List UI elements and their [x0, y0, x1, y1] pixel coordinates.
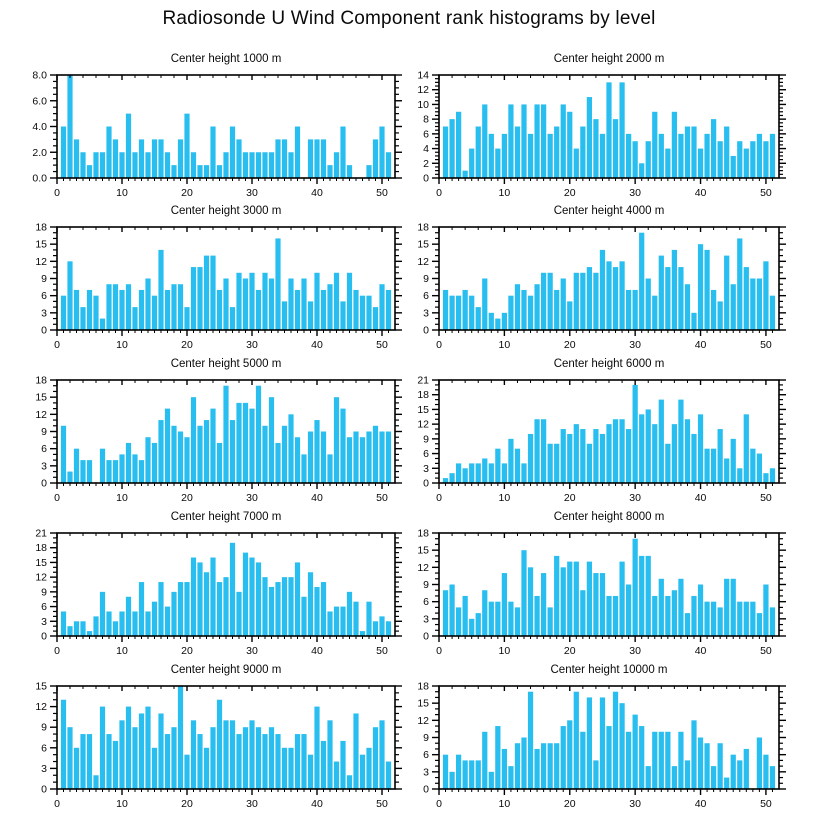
plot-title: Center height 6000 m [553, 358, 665, 370]
svg-text:30: 30 [246, 645, 258, 657]
svg-text:18: 18 [417, 527, 429, 540]
svg-text:8.0: 8.0 [32, 69, 47, 82]
svg-text:30: 30 [246, 339, 258, 351]
svg-text:12: 12 [417, 255, 429, 268]
svg-text:12: 12 [417, 714, 429, 727]
svg-text:9: 9 [41, 273, 47, 285]
svg-text:15: 15 [417, 403, 429, 416]
svg-text:50: 50 [760, 339, 772, 351]
svg-text:0.0: 0.0 [32, 172, 47, 185]
svg-text:14: 14 [417, 69, 429, 82]
svg-text:9: 9 [423, 433, 429, 446]
histogram-chart [13, 372, 421, 513]
svg-text:20: 20 [181, 339, 193, 351]
svg-text:0: 0 [423, 324, 429, 337]
svg-text:12: 12 [35, 408, 47, 421]
svg-text:0: 0 [436, 339, 442, 351]
svg-text:18: 18 [417, 680, 429, 693]
svg-text:0: 0 [436, 187, 442, 199]
svg-text:20: 20 [563, 187, 576, 199]
plot-title: Center height 5000 m [170, 358, 282, 370]
svg-text:0: 0 [423, 630, 429, 643]
svg-text:21: 21 [417, 374, 429, 387]
svg-text:8: 8 [423, 113, 429, 126]
svg-text:6: 6 [423, 749, 429, 762]
plot-title: Center height 1000 m [170, 53, 282, 65]
plot-title: Center height 2000 m [553, 53, 665, 65]
svg-text:10: 10 [498, 187, 511, 199]
svg-text:0: 0 [423, 783, 429, 796]
svg-text:12: 12 [417, 418, 429, 431]
svg-text:0: 0 [436, 645, 442, 657]
svg-text:30: 30 [246, 492, 258, 504]
svg-text:2: 2 [423, 157, 429, 170]
svg-text:20: 20 [181, 187, 193, 199]
svg-text:30: 30 [629, 798, 641, 810]
svg-text:40: 40 [694, 645, 707, 657]
svg-text:6: 6 [423, 596, 429, 609]
svg-text:18: 18 [417, 389, 429, 402]
svg-text:50: 50 [376, 339, 388, 351]
svg-text:3: 3 [423, 766, 429, 779]
svg-text:20: 20 [563, 645, 576, 657]
svg-text:0: 0 [41, 783, 47, 796]
svg-text:50: 50 [376, 645, 388, 657]
svg-text:3: 3 [41, 762, 47, 775]
svg-text:0: 0 [423, 477, 429, 490]
svg-text:0: 0 [41, 324, 47, 337]
histogram-chart [13, 219, 421, 360]
svg-text:15: 15 [417, 544, 429, 557]
svg-text:12: 12 [35, 571, 47, 584]
svg-text:15: 15 [35, 556, 47, 569]
svg-text:6: 6 [423, 448, 429, 461]
svg-text:30: 30 [629, 645, 641, 657]
svg-text:40: 40 [311, 339, 323, 351]
svg-text:2.0: 2.0 [32, 146, 47, 159]
svg-text:40: 40 [311, 645, 323, 657]
svg-text:9: 9 [423, 579, 429, 591]
svg-text:30: 30 [629, 339, 641, 351]
svg-text:20: 20 [563, 339, 576, 351]
svg-text:9: 9 [41, 721, 47, 734]
svg-text:20: 20 [563, 492, 576, 504]
svg-text:40: 40 [311, 492, 323, 504]
svg-text:50: 50 [760, 645, 772, 657]
histogram-chart [13, 678, 421, 819]
svg-text:15: 15 [35, 680, 47, 693]
svg-text:50: 50 [760, 798, 772, 810]
svg-text:4: 4 [423, 143, 429, 156]
svg-text:18: 18 [417, 221, 429, 234]
svg-text:6.0: 6.0 [32, 95, 47, 108]
svg-text:40: 40 [694, 492, 707, 504]
svg-text:0: 0 [41, 630, 47, 643]
svg-text:0: 0 [436, 798, 442, 810]
plot-title: Center height 8000 m [553, 511, 665, 523]
svg-text:0: 0 [423, 172, 429, 185]
svg-text:3: 3 [41, 460, 47, 473]
svg-text:0: 0 [54, 798, 60, 810]
svg-text:0: 0 [41, 477, 47, 490]
svg-text:10: 10 [116, 492, 128, 504]
svg-text:20: 20 [563, 798, 576, 810]
svg-text:12: 12 [35, 255, 47, 268]
svg-text:40: 40 [311, 798, 323, 810]
svg-text:30: 30 [629, 492, 641, 504]
svg-text:40: 40 [694, 339, 707, 351]
svg-text:21: 21 [35, 527, 47, 540]
svg-text:6: 6 [41, 601, 47, 614]
histogram-chart [13, 525, 421, 666]
svg-text:50: 50 [376, 798, 388, 810]
svg-text:30: 30 [246, 187, 258, 199]
svg-text:3: 3 [41, 307, 47, 320]
svg-text:10: 10 [498, 492, 511, 504]
svg-text:40: 40 [694, 187, 707, 199]
svg-text:10: 10 [498, 339, 511, 351]
svg-text:12: 12 [417, 561, 429, 574]
svg-text:10: 10 [498, 645, 511, 657]
svg-text:15: 15 [35, 238, 47, 251]
svg-text:0: 0 [436, 492, 442, 504]
histogram-chart [395, 372, 805, 513]
svg-text:20: 20 [181, 798, 193, 810]
svg-text:40: 40 [311, 187, 323, 199]
svg-text:40: 40 [694, 798, 707, 810]
svg-text:50: 50 [376, 187, 388, 199]
svg-text:30: 30 [246, 798, 258, 810]
svg-text:20: 20 [181, 492, 193, 504]
svg-text:0: 0 [54, 492, 60, 504]
svg-text:6: 6 [41, 742, 47, 755]
svg-text:20: 20 [181, 645, 193, 657]
svg-text:50: 50 [376, 492, 388, 504]
svg-text:3: 3 [41, 615, 47, 628]
svg-text:18: 18 [35, 542, 47, 555]
svg-text:0: 0 [54, 187, 60, 199]
svg-text:15: 15 [417, 697, 429, 710]
svg-text:6: 6 [41, 290, 47, 303]
svg-text:3: 3 [423, 462, 429, 475]
plot-title: Center height 4000 m [553, 205, 665, 217]
svg-text:9: 9 [41, 586, 47, 599]
svg-text:6: 6 [41, 443, 47, 456]
svg-text:18: 18 [35, 221, 47, 234]
svg-text:12: 12 [35, 701, 47, 714]
svg-text:10: 10 [116, 798, 128, 810]
plot-title: Center height 9000 m [170, 664, 282, 676]
svg-text:9: 9 [423, 273, 429, 285]
svg-text:10: 10 [116, 645, 128, 657]
svg-text:50: 50 [760, 187, 772, 199]
plot-title: Center height 10000 m [550, 664, 668, 676]
svg-text:9: 9 [423, 732, 429, 744]
svg-text:4.0: 4.0 [32, 121, 47, 133]
histogram-chart [395, 678, 805, 819]
svg-text:12: 12 [417, 84, 429, 97]
plot-title: Center height 7000 m [170, 511, 282, 523]
svg-text:6: 6 [423, 128, 429, 141]
svg-text:10: 10 [417, 98, 429, 111]
histogram-chart [13, 67, 421, 208]
svg-text:0: 0 [54, 645, 60, 657]
svg-text:10: 10 [116, 339, 128, 351]
svg-text:50: 50 [760, 492, 772, 504]
histogram-chart [395, 525, 805, 666]
svg-text:15: 15 [35, 391, 47, 404]
plot-title: Center height 3000 m [170, 205, 282, 217]
svg-text:10: 10 [498, 798, 511, 810]
svg-text:0: 0 [54, 339, 60, 351]
svg-text:9: 9 [41, 426, 47, 438]
svg-text:18: 18 [35, 374, 47, 387]
svg-text:15: 15 [417, 238, 429, 251]
svg-text:6: 6 [423, 290, 429, 303]
histogram-chart [395, 67, 805, 208]
svg-text:10: 10 [116, 187, 128, 199]
svg-text:3: 3 [423, 307, 429, 320]
figure-title: Radiosonde U Wind Component rank histograms by level [162, 8, 656, 29]
svg-text:30: 30 [629, 187, 641, 199]
histogram-chart [395, 219, 805, 360]
svg-text:3: 3 [423, 613, 429, 626]
